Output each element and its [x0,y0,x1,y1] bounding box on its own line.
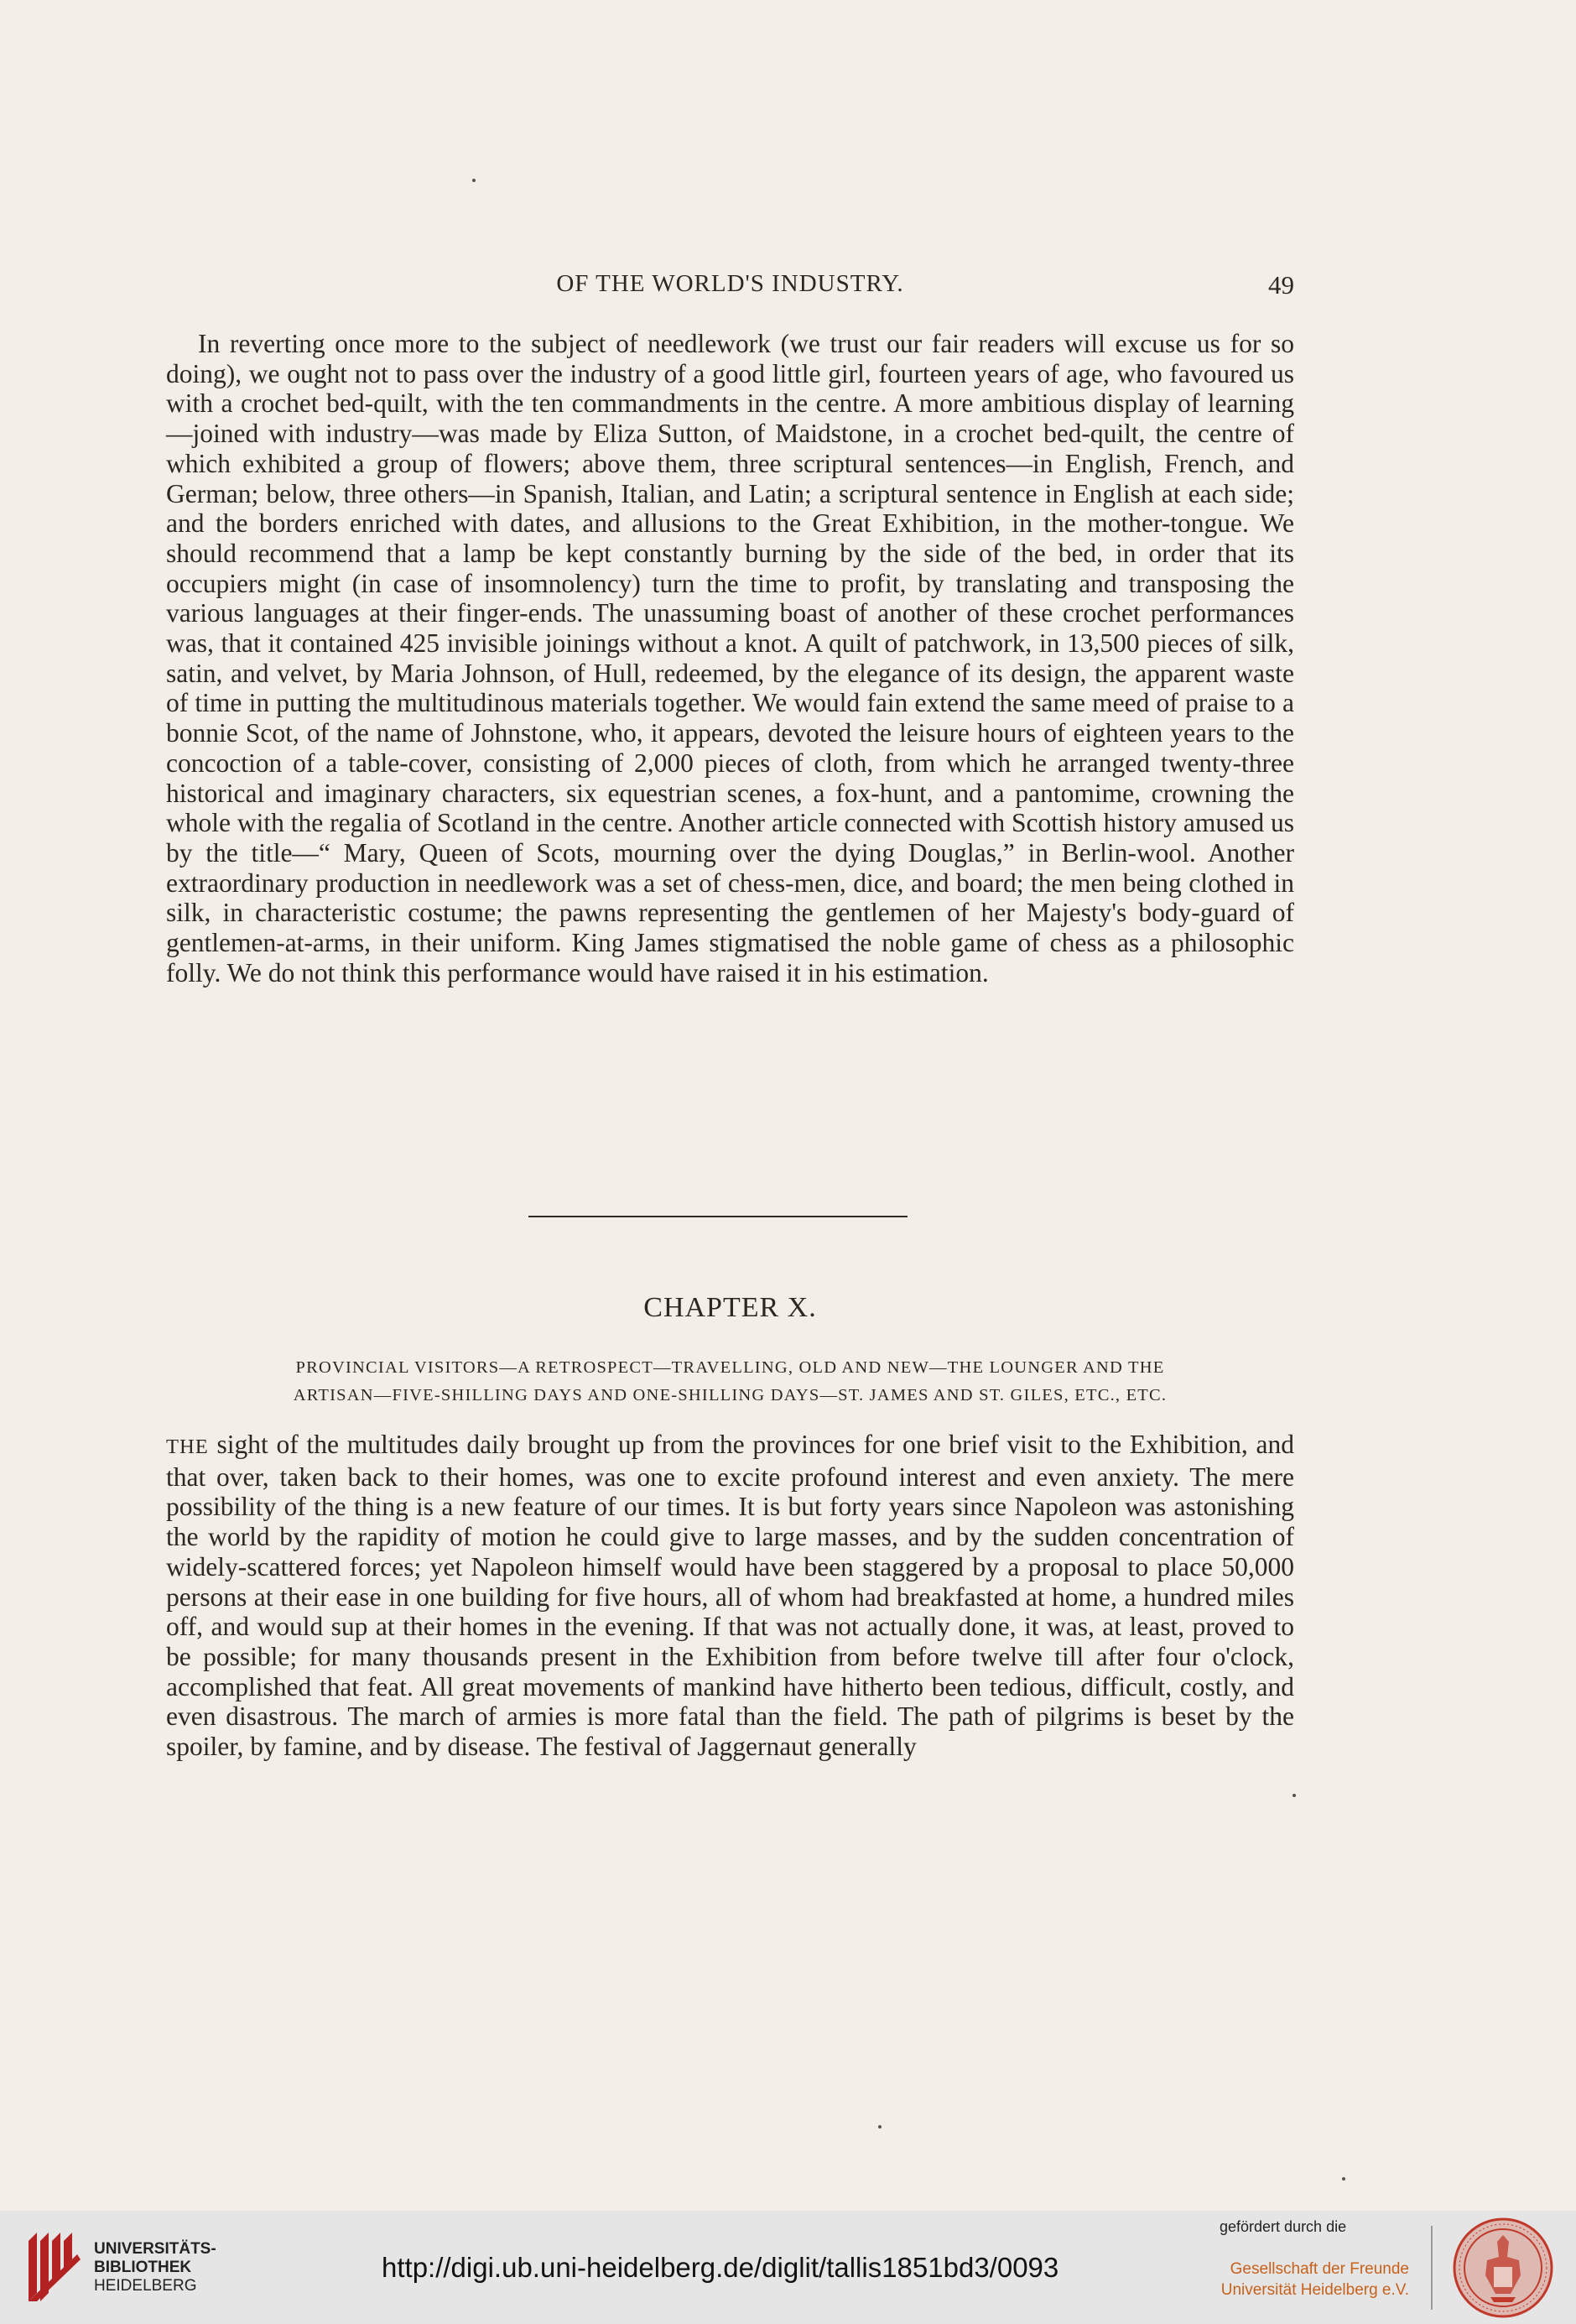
library-name-line: BIBLIOTHEK [94,2259,192,2276]
page-header [166,270,1294,307]
opening-word: THE [166,1436,209,1458]
running-title: OF THE WORLD'S INDUSTRY. [556,270,904,297]
body-paragraph-chapter-opening [166,1430,1294,1762]
footer-divider [1431,2226,1433,2310]
university-seal-icon[interactable] [1452,2217,1554,2319]
sponsor-block [1173,2211,1424,2324]
sponsor-name-line: Gesellschaft der Freunde [1230,2260,1409,2278]
chapter-title: CHAPTER X. [643,1292,817,1323]
library-name [94,2240,216,2295]
library-name-line: HEIDELBERG [94,2277,197,2295]
chapter-summary-line: ARTISAN—FIVE-SHILLING DAYS AND ONE-SHILLING DAYS—ST. JAMES AND ST. GILES, ETC., ETC. [293,1386,1168,1404]
paragraph-text [166,1430,1294,1762]
page-number: 49 [1268,270,1294,300]
section-divider-rule [528,1216,908,1217]
chapter-summary-line: PROVINCIAL VISITORS—A RETROSPECT—TRAVELLING, OLD AND NEW—THE LOUNGER AND THE [295,1358,1165,1377]
chapter-summary [166,1354,1294,1410]
library-logo-icon[interactable] [25,2229,84,2305]
opening-text: sight of the multitudes daily brought up from the provinces for one brief visit to the Exhibition, and that over, taken back to their homes, was one to excite profound interest and even anxiety. The mere possibility of the thing is a new feature of our times. It is but forty years since Napoleon was astonishing the world by the rapidity of motion he could give to large masses, and by the sudden concentration of widely-scattered forces; yet Napoleon himself would have been staggered by a proposal to place 50,000 persons at their ease in one building for five hours, all of whom had breakfasted at home, a hundred miles off, and would sup at their homes in the evening. If that was not actually done, it was, at least, proved to be possible; for many thousands present in the Exhibition from before twelve till after four o'clock, accomplished that feat. All great movements of mankind have hitherto been tedious, difficult, costly, and even disastrous. The march of armies is more fatal than the field. The path of pilgrims is beset by the spoiler, by famine, and by disease. The festival of Jaggernaut generally [166,1430,1294,1762]
body-paragraph-needlework [166,329,1294,987]
sponsor-name[interactable] [1173,2259,1409,2301]
permalink-url[interactable]: http://digi.ub.uni-heidelberg.de/diglit/tallis1851bd3/0093 [382,2252,1059,2283]
sponsor-name-line: Universität Heidelberg e.V. [1220,2281,1409,2299]
library-name-line: UNIVERSITÄTS- [94,2240,216,2258]
digitization-footer [0,2211,1576,2324]
sponsor-lead-text: gefördert durch die [1220,2218,1347,2235]
paragraph-text: In reverting once more to the subject of needlework (we trust our fair readers will excuse us for so doing), we ought not to pass over the industry of a good little girl, fourteen years of age, who favoured us with a crochet bed-quilt, with the ten commandments in the centre. A more ambitious display of learning—joined with industry—was made by Eliza Sutton, of Maidstone, in a crochet bed-quilt, the centre of which exhibited a group of flowers; above them, three scriptural sentences—in English, French, and German; below, three others—in Spanish, Italian, and Latin; a scriptural sentence in English at each side; and the borders enriched with dates, and allusions to the Great Exhibition, in the mother-tongue. We should recommend that a lamp be kept constantly burning by the side of the bed, in order that its occupiers might (in case of insomnolency) turn the time to profit, by translating and transposing the various languages at their finger-ends. The unassuming boast of another of these crochet performances was, that it contained 425 invisible joinings without a knot. A quilt of patchwork, in 13,500 pieces of silk, satin, and velvet, by Maria Johnson, of Hull, redeemed, by the elegance of its design, the apparent waste of time in putting the multitudinous materials together. We would fain extend the same meed of praise to a bonnie Scot, of the name of Johnstone, who, it appears, devoted the leisure hours of eighteen years to the concoction of a table-cover, consisting of 2,000 pieces of cloth, from which he arranged twenty-three historical and imaginary characters, six equestrian scenes, a fox-hunt, and a pantomime, crowning the whole with the regalia of Scotland in the centre. Another article connected with Scottish history amused us by the title—“ Mary, Queen of Scots, mourning over the dying Douglas,” in Berlin-wool. Another extraordinary production in needlework was a set of chess-men, dice, and board; the men being clothed in silk, in characteristic costume; the pawns representing the gentlemen of her Majesty's body-guard of gentlemen-at-arms, in their uniform. King James stigmatised the noble game of chess as a philosophic folly. We do not think this performance would have raised it in his estimation. [166,329,1294,987]
